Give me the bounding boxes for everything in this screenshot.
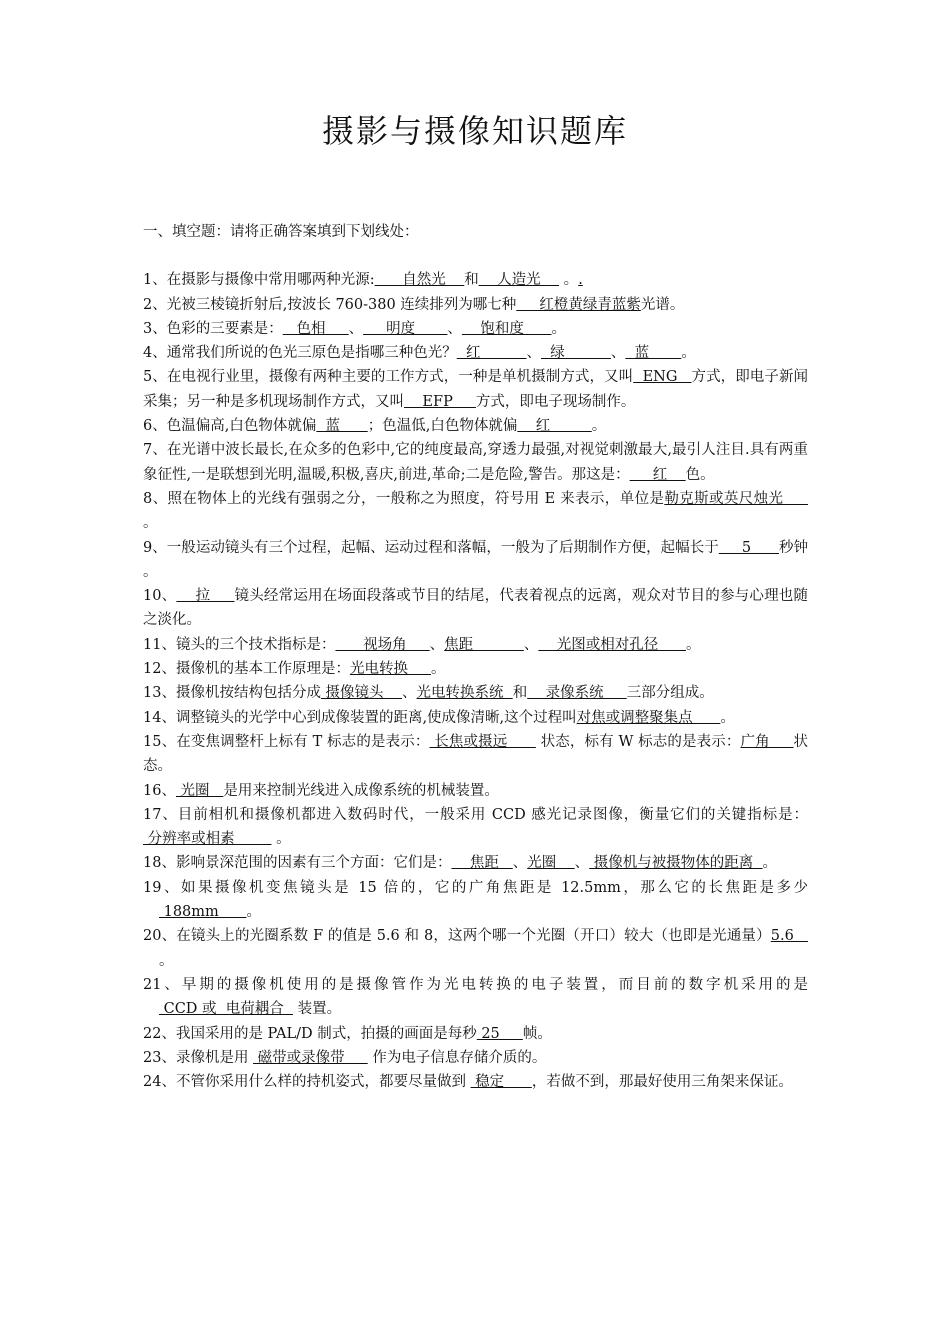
answer-blank: 勒克斯或英尺烛光 [664,490,808,507]
question-text: 。 [685,636,701,653]
question-text: 15、在变焦调整杆上标有 T 标志的是表示： [143,733,430,750]
answer-blank: 蓝 [316,418,368,435]
answer-blank: 明度 [363,320,448,337]
question-text: 秒钟 。 [143,539,808,580]
question-text: 8、照在物体上的光线有强弱之分，一般称之为照度，符号用 E 来表示，单位是 [143,490,665,507]
question-text: 。 [559,272,579,289]
answer-blank: 摄像机与被摄物体的距离 [589,855,763,872]
question-text: 20、在镜头上的光圈系数 F 的值是 5.6 和 8，这两个哪一个光圈（开口）较大（也即是光通量） [143,928,771,945]
answer-blank: 摄像镜头 [320,685,402,702]
question-text: 、 [348,320,364,337]
question-text: 。 [720,709,735,726]
question-text: 1、在摄影与摄像中常用哪两种光源: [143,272,375,289]
question-text: 13、摄像机按结构包括分成 [143,685,321,702]
question-text: 、 [574,855,590,872]
answer-blank: 光电转换 [349,661,431,678]
answer-blank: 焦距 [444,636,524,653]
question-text: 、 [523,636,539,653]
question-text: 23、录像机是用 [143,1049,254,1066]
question-text: 和 [512,685,528,702]
question-text: 3、色彩的三要素是： [143,320,283,337]
question-item [143,924,808,973]
question-item [143,268,808,292]
question-text: 2、光被三棱镜折射后,按波长 760-380 连续排列为哪七种 [143,296,517,313]
question-item [143,779,808,803]
question-item [143,876,808,925]
answer-blank: 红 [517,418,592,435]
question-item [143,487,808,536]
answer-blank: 分辨率或相素 [143,831,272,848]
answer-blank: 5 [718,539,779,556]
answer-blank: 长焦或摄远 [429,733,536,750]
question-text: 是用来控制光线进入成像系统的机械装置。 [223,782,499,799]
question-text: 方式，即电子现场制作。 [475,393,636,410]
question-text: 。 [159,952,174,969]
answer-blank: CCD 或 电荷耦合 [159,1001,293,1018]
question-text: 和 [464,272,479,289]
question-item [143,317,808,341]
question-text: 11、镜头的三个技术指标是： [143,636,336,653]
question-text: 。 [591,418,607,435]
question-text: 。 [431,661,446,678]
question-text: 9、一般运动镜头有三个过程，起幅、运动过程和落幅，一般为了后期制作方便，起幅长于 [143,539,719,556]
question-text: 14、调整镜头的光学中心到成像装置的距离,使成像清晰,这个过程叫 [143,709,577,726]
question-item [143,803,808,852]
question-text: 状态。 [143,733,809,775]
answer-blank: . [578,272,583,289]
answer-blank: 录像系统 [527,685,627,702]
question-text: 状态，标有 W 标志的是表示： [535,733,741,750]
question-item [143,1046,808,1070]
answer-blank: 人造光 [478,272,560,289]
question-text: 19、如果摄像机变焦镜头是 15 倍的，它的广角焦距是 12.5mm，那么它的长焦距是多少 [143,879,808,896]
question-item [143,851,808,875]
answer-blank: 焦距 [451,855,513,872]
answer-blank: 拉 [176,588,235,605]
question-item [143,341,808,365]
answer-blank: 对焦或调整聚集点 [576,709,721,726]
question-text: 三部分组成。 [626,685,714,702]
answer-blank: 25 [476,1025,523,1042]
questions-container [143,268,808,1094]
question-item [143,706,808,730]
question-text: 。 [246,904,261,921]
question-item [143,365,808,414]
question-text: 18、影响景深范围的因素有三个方面：它们是： [143,855,452,872]
answer-blank: 光圈 [175,782,224,799]
question-text: 帧。 [522,1025,552,1042]
question-text: 22、我国采用的是 PAL/D 制式，拍摄的画面是每秒 [143,1025,477,1042]
answer-blank: 188mm [159,904,247,921]
question-item [143,657,808,681]
question-text: 、 [512,855,528,872]
question-text: 、 [402,685,417,702]
answer-blank: 蓝 [625,345,682,362]
question-text: 24、不管你采用什么样的持机姿式，都要尽量做到 [143,1074,471,1091]
question-text: 、 [447,320,462,337]
question-text: 方式，即电子新闻采集；另一种是多机现场制作方式，又叫 [143,369,809,410]
question-text: 5、在电视行业里，摄像有两种主要的工作方式，一种是单机摄制方式，又叫 [143,369,634,386]
answer-blank: 稳定 [470,1074,532,1091]
question-text: 。 [762,855,777,872]
answer-blank: 绿 [541,345,611,362]
question-list [143,220,808,1094]
question-text: 17、目前相机和摄像机都进入数码时代，一般采用 CCD 感光记录图像，衡量它们的关键指标是： [143,806,808,823]
question-item [143,973,808,1022]
answer-blank: EFP [404,393,476,410]
question-text: 。 [681,345,696,362]
answer-blank: 广角 [740,733,794,750]
answer-blank: 自然光 [374,272,465,289]
question-item [143,633,808,657]
question-item [143,536,808,585]
question-text: ；色温低,白色物体就偏 [367,418,518,435]
question-text: ，若做不到，那最好使用三角架来保证。 [531,1074,793,1091]
question-item [143,1022,808,1046]
question-text: 色。 [685,466,715,483]
question-text: 6、色温偏高,白色物体就偏 [143,418,317,435]
question-item [143,414,808,438]
question-text: 4、通常我们所说的色光三原色是指哪三种色光？ [143,345,457,362]
question-item [143,438,808,487]
answer-blank: 视场角 [335,636,430,653]
question-item [143,584,808,633]
question-item [143,1070,808,1094]
answer-blank: 磁带或录像带 [253,1049,368,1066]
answer-blank: ENG [633,369,692,386]
question-text: 、 [429,636,445,653]
answer-blank: 5.6 [770,928,809,945]
answer-blank: 饱和度 [461,320,552,337]
answer-blank: 红 [629,466,686,483]
question-text: 作为电子信息存储介质的。 [367,1049,547,1066]
question-text: 7、在光谱中波长最长,在众多的色彩中,它的纯度最高,穿透力最强,对视觉刺激最大,最引人注目.具有两重象征性,一是联想到光明,温暖,积极,喜庆,前进,革命;二是危险,警告。那这是： [143,442,808,483]
question-item [143,730,808,779]
answer-blank: 色相 [282,320,349,337]
question-text: 光谱。 [640,296,685,313]
answer-blank: 红 [456,345,527,362]
question-item [143,293,808,317]
question-text: 装置。 [292,1001,342,1018]
question-text: 12、摄像机的基本工作原理是： [143,661,350,678]
answer-blank: 光图或相对孔径 [538,636,686,653]
question-text: 。 [271,831,291,848]
question-text: 21、早期的摄像机使用的是摄像管作为光电转换的电子装置，而目前的数字机采用的是 [143,976,808,993]
document-title: 摄影与摄像知识题库 [321,112,628,150]
question-text: 镜头经常运用在场面段落或节目的结尾，代表着视点的远离，观众对节目的参与心理也随之淡化。 [143,588,809,629]
section-heading: 一、填空题：请将正确答案填到下划线处： [143,224,419,240]
answer-blank: 红橙黄绿青蓝紫 [516,296,641,313]
question-text: 、 [610,345,626,362]
answer-blank: 光圈 [527,855,575,872]
question-item [143,681,808,705]
question-text: 16、 [143,782,176,799]
question-text: 。 [551,320,567,337]
question-text: 10、 [143,588,177,605]
answer-blank: 光电转换系统 [416,685,513,702]
question-text: 。 [143,515,158,532]
question-text: 、 [526,345,542,362]
